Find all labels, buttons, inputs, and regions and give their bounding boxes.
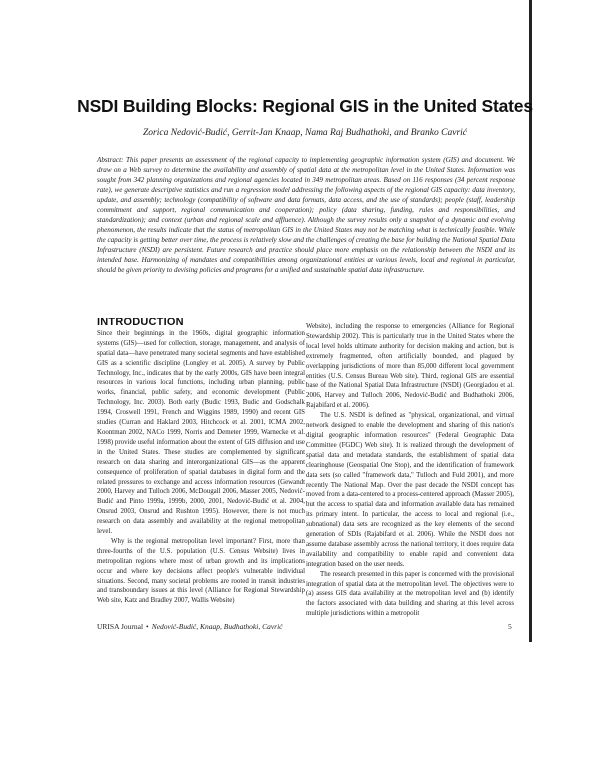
footer-authors: Nedović-Budić, Knaap, Budhathoki, Cavrić xyxy=(151,622,283,631)
footer-separator: • xyxy=(146,622,149,631)
right-column xyxy=(306,322,514,619)
body-paragraph: The U.S. NSDI is defined as "physical, organizational, and virtual network designed to enable the development and sharing of this nation's digital geographic information resources" (Federal Geographic Data Committee (FGDC) Web site). It is realized through the development of spatial data and metadata standards, the establishment of spatial data clearinghouse (Geospatial One Stop), and the identification of framework data sets (so called "framework data," Tulloch and Fuld 2001), and more recently The National Map. Over the past decade the NSDI concept has moved from a data-centered to a process-centered approach (Masser 2005), but the access to spatial data and information available data has remained its primary intent. In particular, the access to local and regional (i.e., subnational) data sets are recognized as the key elements of the second generation of SDIs (Rajabifard et al. 2006). While the NSDI does not assume database assembly across the national territory, it does require data availability and compatibility to enable rapid and convenient data integration based on the user needs. xyxy=(306,412,514,568)
paper-title: NSDI Building Blocks: Regional GIS in the United States xyxy=(77,96,533,116)
body-paragraph: Since their beginnings in the 1960s, digital geographic information systems (GIS)—used for collection, storage, management, and analysis of spatial data—have penetrated many societal segments and have established GIS as a scientific discipline (Longley et al. 2005). A survey by Public Technology, Inc., indicates that by the early 2000s, GIS have been integral resources in various local functions, including urban planning, public works, financial, public safety, and economic development (Public Technology, Inc. 2003). Both early (Budic 1993, Budic and Godschalk 1994, Croswell 1991, French and Wiggins 1989, 1990) and recent GIS studies (Curran and Haklard 2003, Hitchcock et al. 2001, ICMA 2002, Koontman 2002, NACo 1999, Norris and Demeter 1999, Warnecke et al. 1998) provide useful information about the extent of GIS diffusion and use in the United States. These studies are complemented by significant research on data sharing and interorganizational GIS—as the apparent consequence of proliferation of spatial databases in digital form and the related pressures to exchange and access information resources (Gewandt 2000, Harvey and Tulloch 2006, McDougall 2006, Masser 2005, Nedović-Budić and Pinto 1999a, 1999b, 2000, 2001, Nedović-Budić et al. 2004, Onsrud 2003, Onsrud and Rushton 1995). However, there is not much research on data assembly and availability at the regional metropolitan level. xyxy=(97,329,305,536)
abstract: Abstract: This paper presents an assessment of the regional capacity to implementing geographic information system (GIS) and document. We draw on a Web survey to determine the availability and assembly of spatial data at the metropolitan level in the United States. Information was sought from 342 planning organizations and regional agencies located in 349 metropolitan areas. Based on 116 responses (34 percent response rate), we generate descriptive statistics and run a regression model addressing the following aspects of the regional GIS capacity: data inventory, update, and assembly; technology (compatibility of software and data formats, data access, and the use of standards); people (staff, leadership commitment and support, regional communication and cooperation); policy (data sharing, funding, rules and responsibilities, and standardization); and context (urban and regional scale and affluence). Although the survey results only a snapshot of a dynamic and evolving phenomenon, the results indicate that the status of metropolitan GIS in the United States may not be matching what is technically feasible. While the capacity is getting better over time, the process is relatively slow and the challenges of creating the base for building the National Spatial Data Infrastructure (NSDI) are persistent. Future research and practice should place more emphasis on the relationship between the NSDI and its intended base. Harmonizing of mandates and compatibilities among organizational entities at various levels, local and regional in particular, should be given priority to devising policies and programs for a unified and sustainable spatial data infrastructure. xyxy=(97,156,515,274)
section-heading-introduction: INTRODUCTION xyxy=(97,318,184,328)
page-number: 5 xyxy=(508,622,512,631)
body-paragraph: The research presented in this paper is concerned with the provisional integration of spatial data at the metropolitan level. The objectives were to (a) assess GIS data availability at the metropolitan level and (b) identify the factors associated with data building and sharing at this level across multiple jurisdictions within a metropolit xyxy=(306,570,514,618)
running-footer xyxy=(97,622,283,631)
left-column xyxy=(97,318,305,606)
author-list: Zorica Nedović-Budić, Gerrit-Jan Knaap, Nama Raj Budhathoki, and Branko Cavrić xyxy=(142,128,467,138)
body-paragraph: Website), including the response to emergencies (Alliance for Regional Stewardship 2002). This is particularly true in the United States where the local level holds ultimate authority for decision making and action, but is extremely fragmented, often artificially bounded, and plagued by overlapping jurisdictions of more than 85,000 different local government entities (U.S. Census Bureau Web site). Third, regional GIS are essential base of the National Spatial Data Infrastructure (NSDI) (Georgiadou et al. 2006, Harvey and Tulloch 2006, Nedović-Budić and Budhathoki 2006, Rajabifard et al. 2006). xyxy=(306,323,514,410)
journal-name: URISA Journal xyxy=(97,622,144,631)
body-paragraph: Why is the regional metropolitan level important? First, more than three-fourths of the U.S. population (U.S. Census Website) lives in metropolitan regions where most of urban growth and its implications occur and where key decisions affect people's vulnerable individual situations. Second, many societal problems are rooted in transit industries and transboundary issues at this level (Alliance for Regional Stewardship Web site, Katz and Bradley 2007, Wallis Website) xyxy=(97,537,305,605)
